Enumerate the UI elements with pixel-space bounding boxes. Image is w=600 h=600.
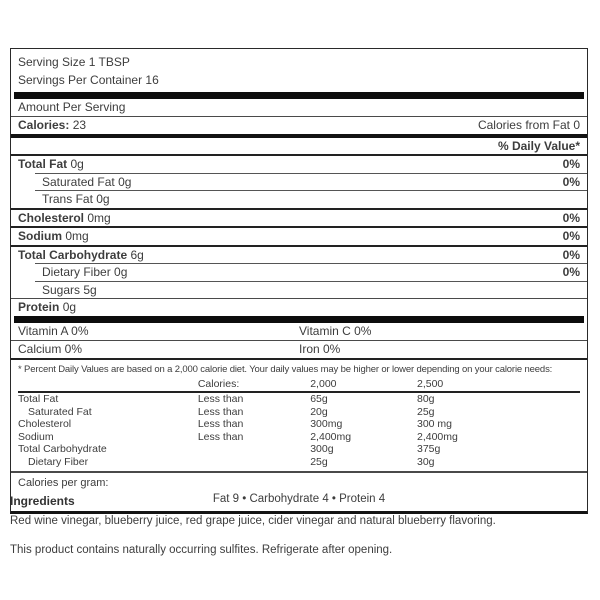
vitamin-row-2 bbox=[11, 341, 587, 358]
calories-row bbox=[11, 117, 587, 138]
nutrient-row-sugars: Sugars 5g bbox=[42, 282, 97, 297]
serving-block bbox=[11, 49, 587, 92]
amount-per-serving-label: Amount Per Serving bbox=[18, 100, 126, 114]
nutrient-row-dietary-fiber: Dietary Fiber 0g 0% bbox=[42, 265, 580, 279]
serving-size: Serving Size 1 TBSP bbox=[18, 55, 130, 69]
calories-per-gram-values: Fat 9 • Carbohydrate 4 • Protein 4 bbox=[212, 493, 386, 505]
table-row: Saturated Fat Less than 20g 25g bbox=[28, 405, 435, 418]
nutrient-row-trans-fat: Trans Fat 0g bbox=[42, 192, 110, 206]
ingredients-text: Red wine vinegar, blueberry juice, red grape juice, cider vinegar and natural blueberry flavoring. bbox=[10, 515, 496, 527]
header-2500: 2,500 bbox=[416, 377, 444, 390]
servings-per-container: Servings Per Container 16 bbox=[18, 73, 159, 87]
daily-value-header-row bbox=[11, 138, 587, 156]
iron: Iron 0% bbox=[299, 341, 341, 356]
vitamin-row-1 bbox=[11, 323, 587, 340]
nutrient-row-cholesterol: Cholesterol 0mg 0% bbox=[18, 210, 580, 225]
nutrient-row-total-fat: Total Fat 0g 0% bbox=[18, 157, 580, 171]
table-row: Total Carbohydrate 300g 375g bbox=[18, 443, 441, 455]
vitamin-c: Vitamin C 0% bbox=[299, 323, 372, 338]
daily-value-header: % Daily Value* bbox=[497, 139, 580, 153]
nutrient-row-total-carbohydrate: Total Carbohydrate 6g 0% bbox=[18, 247, 580, 262]
table-row: Dietary Fiber 25g 30g bbox=[28, 455, 435, 468]
nutrient-row-protein: Protein 0g bbox=[18, 300, 77, 314]
section-bar-vitamins bbox=[14, 316, 584, 323]
calories-from-fat: Calories from Fat 0 bbox=[477, 118, 580, 132]
nutrient-row-sodium: Sodium 0mg 0% bbox=[18, 229, 580, 243]
header-calories: Calories: bbox=[197, 377, 240, 390]
daily-values-table-header bbox=[18, 378, 580, 394]
table-row: Cholesterol Less than 300mg 300 mg bbox=[18, 418, 453, 430]
ingredients-heading: Ingredients bbox=[10, 494, 75, 508]
nutrition-facts-label bbox=[10, 48, 588, 514]
calories-label: Calories: bbox=[18, 118, 70, 132]
table-row: Sodium Less than 2,400mg 2,400mg bbox=[18, 430, 458, 443]
vitamin-a: Vitamin A 0% bbox=[18, 323, 89, 338]
amount-per-serving-row bbox=[11, 99, 587, 117]
daily-values-footnote: * Percent Daily Values are based on a 2,000 calorie diet. Your daily values may be higher or lower depending on your calorie needs: bbox=[18, 363, 553, 375]
ingredients-section bbox=[10, 494, 588, 556]
calcium: Calcium 0% bbox=[18, 341, 83, 356]
calories-per-gram-label: Calories per gram: bbox=[18, 477, 109, 489]
section-bar-top bbox=[14, 92, 584, 99]
daily-values-table bbox=[11, 378, 587, 469]
table-row: Total Fat Less than 65g 80g bbox=[18, 393, 435, 405]
sulfites-note: This product contains naturally occurring sulfites. Refrigerate after opening. bbox=[10, 544, 393, 556]
header-2000: 2,000 bbox=[310, 377, 337, 390]
nutrient-row-saturated-fat: Saturated Fat 0g 0% bbox=[42, 174, 580, 189]
calories-value: Calories: 23 bbox=[18, 118, 87, 132]
